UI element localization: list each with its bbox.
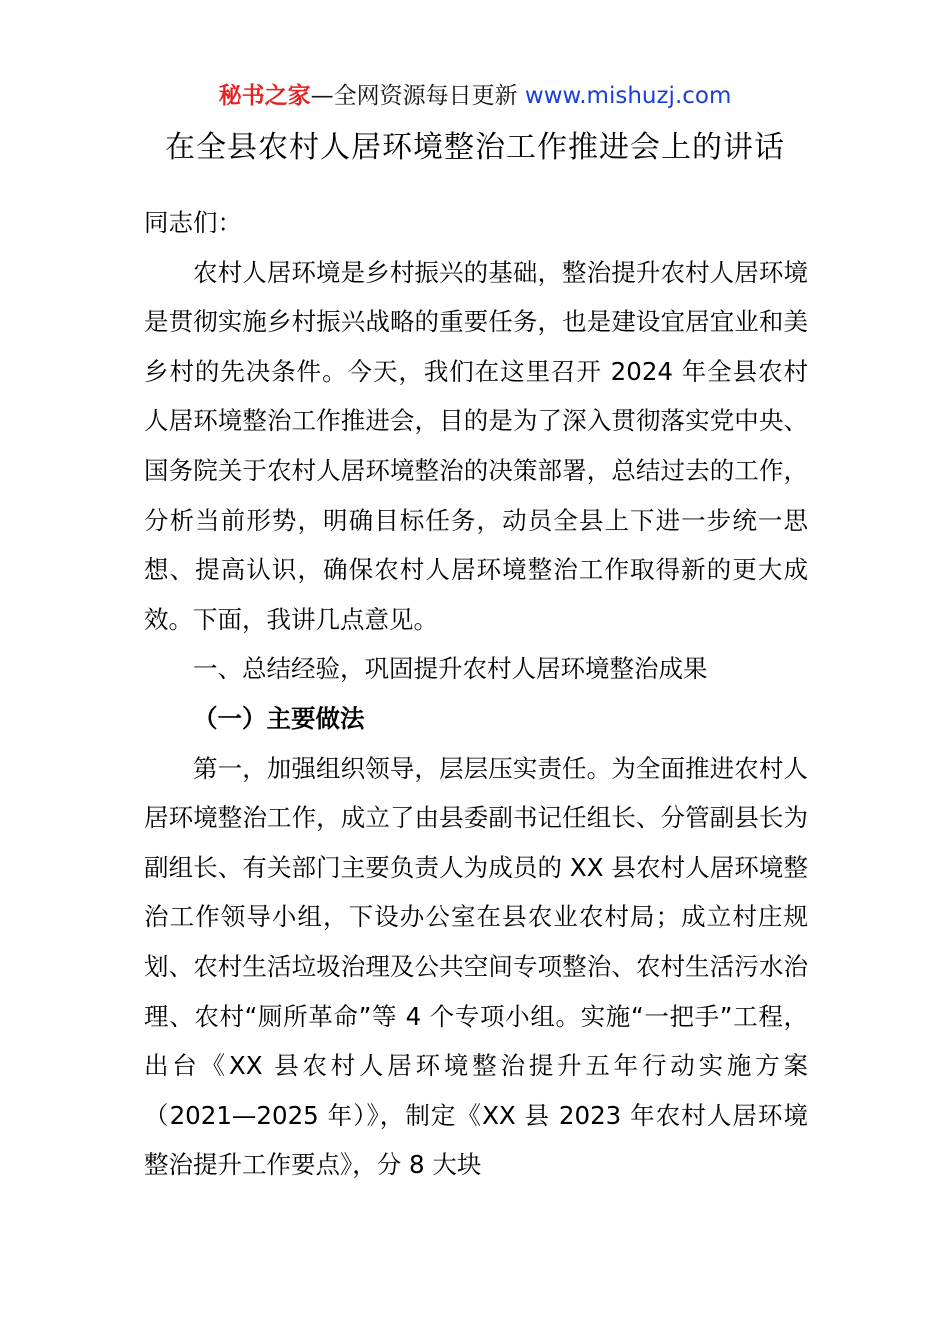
subsection-heading: （一）主要做法 — [193, 703, 365, 733]
site-tagline: —全网资源每日更新 — [310, 83, 525, 109]
document-title: 在全县农村人居环境整治工作推进会上的讲话 — [165, 130, 785, 165]
site-url-link[interactable]: www.mishuzj.com — [524, 83, 732, 109]
site-brand: 秘书之家 — [218, 83, 311, 109]
document-body — [144, 198, 808, 1190]
site-banner — [0, 80, 950, 112]
greeting: 同志们： — [144, 208, 242, 237]
section-heading: 一、总结经验，巩固提升农村人居环境整治成果 — [193, 654, 708, 684]
paragraph-intro: 农村人居环境是乡村振兴的基础，整治提升农村人居环境是贯彻实施乡村振兴战略的重要任务，也是建设宜居宜业和美乡村的先决条件。今天，我们在这里召开 2024 年全县农村人居环境整治工作推进会，目的是为了深入贯彻落实党中央、国务院关于农村人居环境整治的决策部署，总结过去的工作，分析当前形势，明确目标任务，动员全县上下进一步统一思想、提高认识，确保农村人居环境整治工作取得新的更大成效。下面，我讲几点意见。 — [144, 257, 808, 634]
paragraph-first: 第一，加强组织领导，层层压实责任。为全面推进农村人居环境整治工作，成立了由县委副书记任组长、分管副县长为副组长、有关部门主要负责人为成员的 XX 县农村人居环境整治工作领导小组，下设办公室在县农业农村局；成立村庄规划、农村生活垃圾治理及公共空间专项整治、农村生活污水治理、农村“厕所革命”等 4 个专项小组。实施“一把手”工程，出台《XX 县农村人居环境整治提升五年行动实施方案（2021—2025 年）》，制定《XX 县 2023 年农村人居环境整治提升工作要点》，分 8 大块 — [144, 753, 808, 1180]
